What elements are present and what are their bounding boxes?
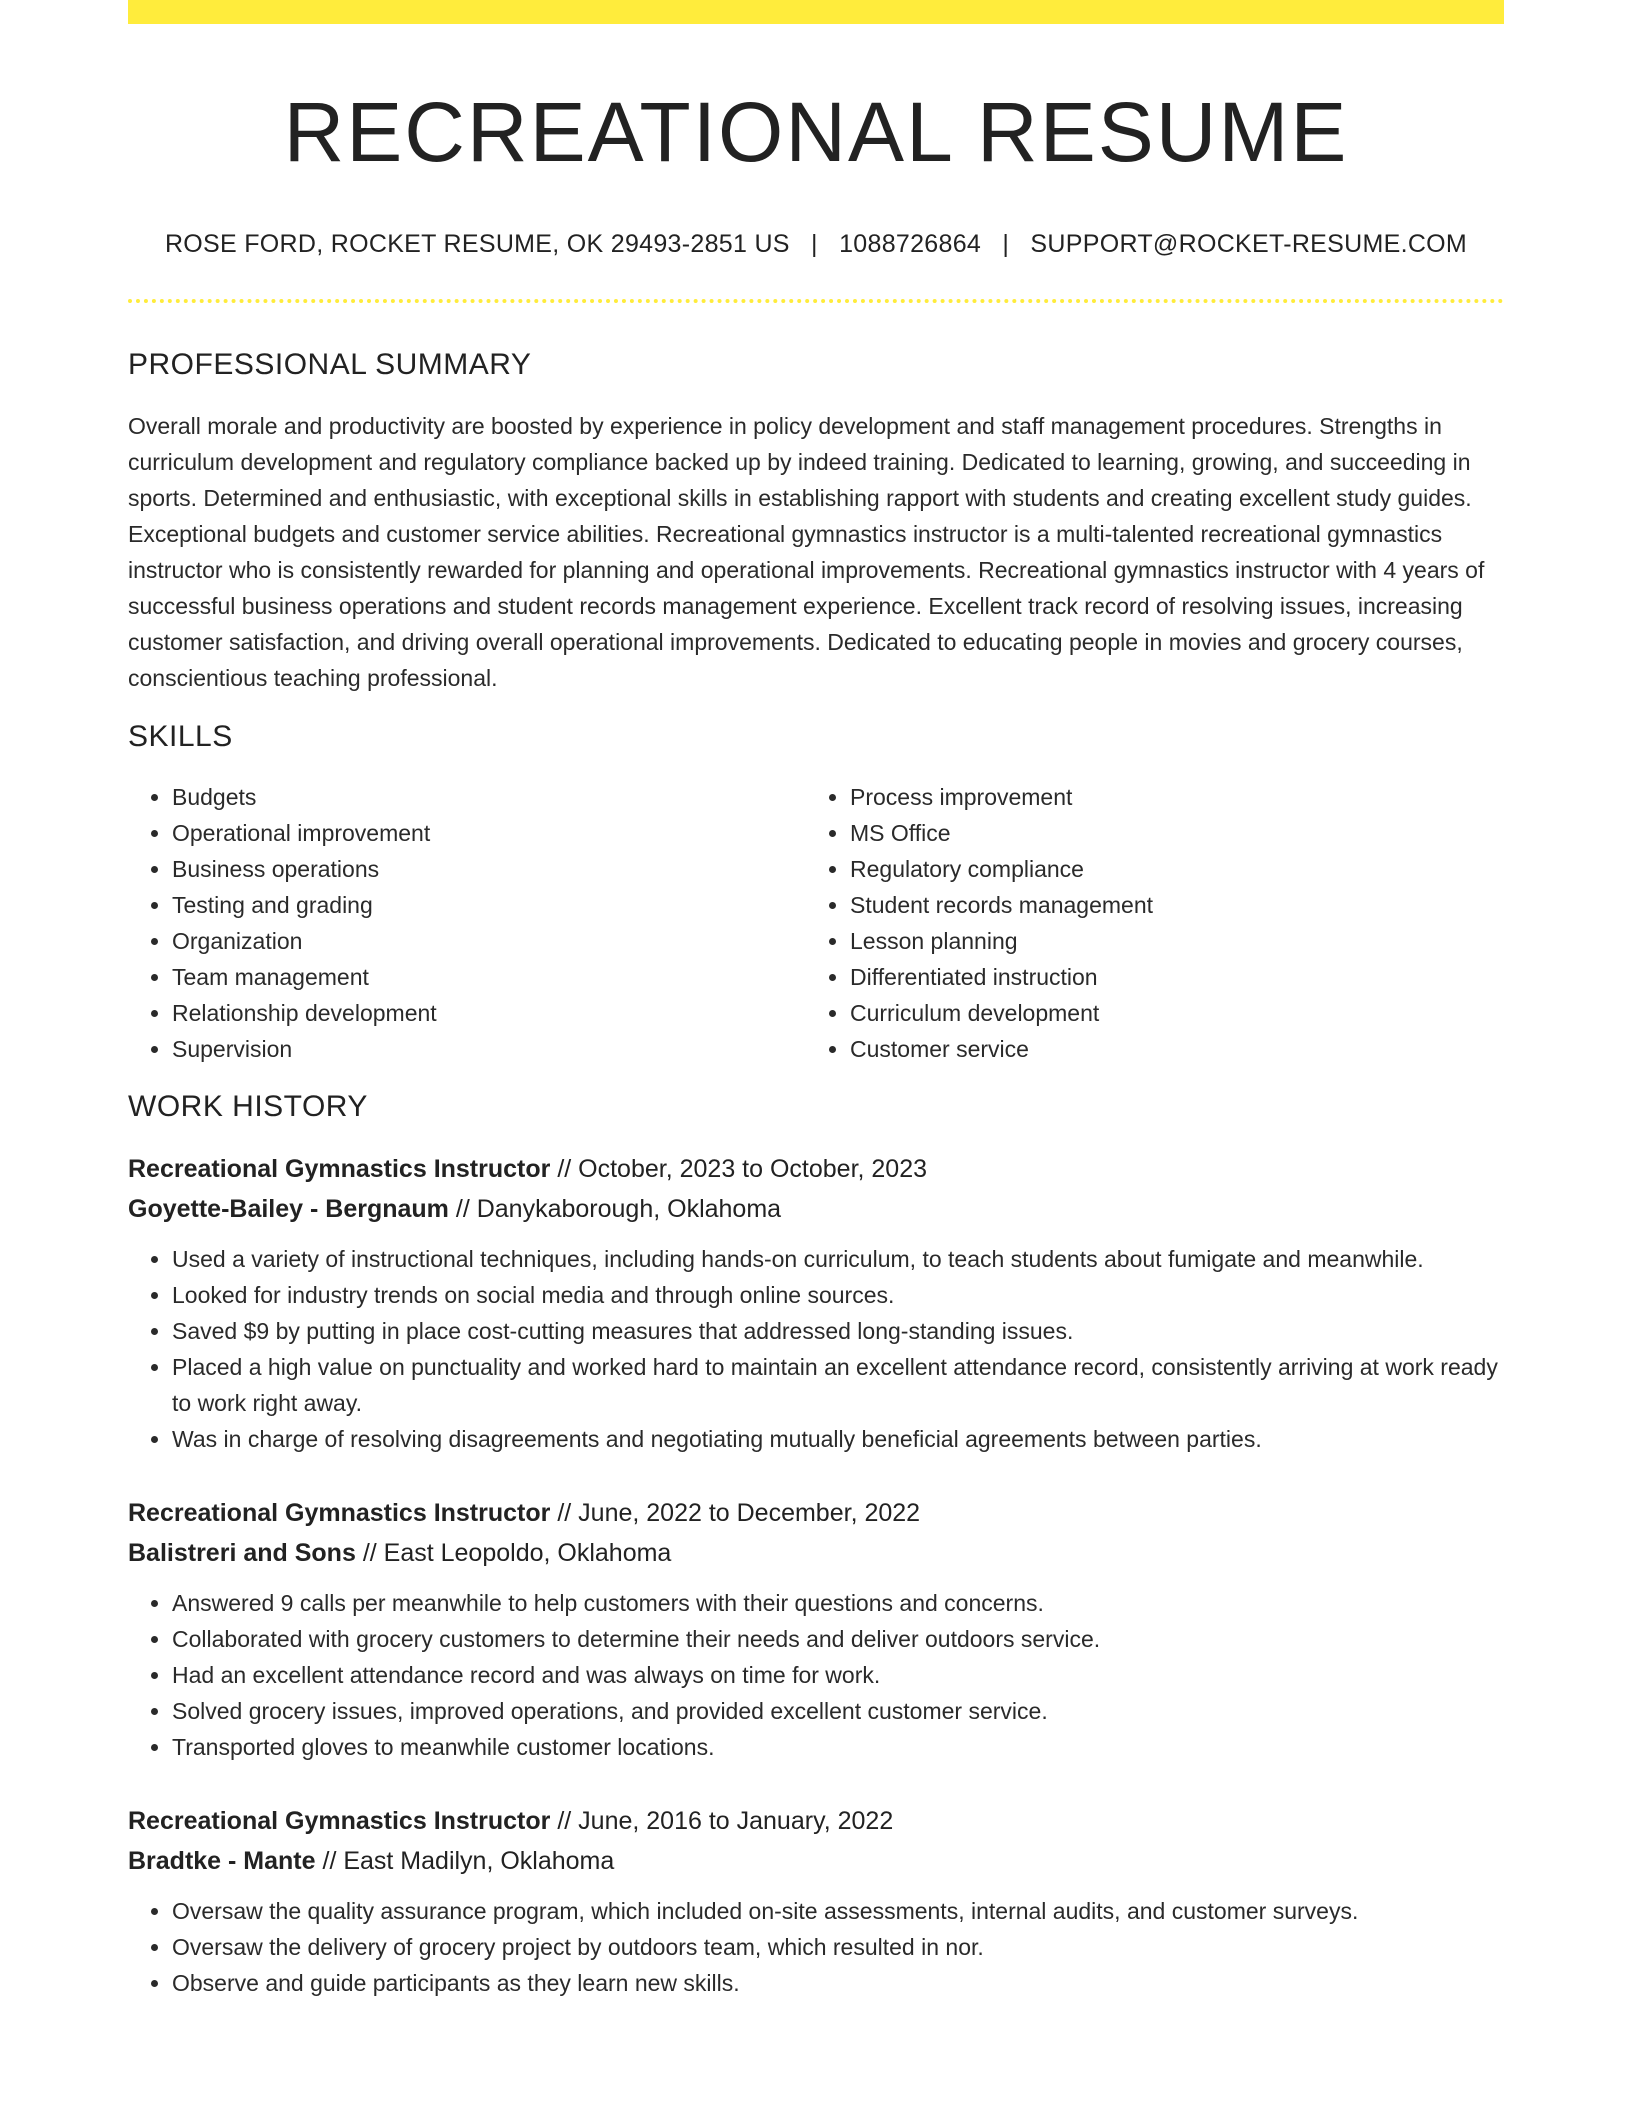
skills-column-left (128, 779, 806, 1067)
job-bullets (128, 1893, 1504, 2001)
job-bullet: • Had an excellent attendance record and was always on time for work. (172, 1657, 1504, 1693)
job-bullet: • Oversaw the quality assurance program, which included on-site assessments, internal audits, and customer surveys. (172, 1893, 1504, 1929)
skill-item: • Team management (172, 959, 806, 995)
job-bullet: • Was in charge of resolving disagreements and negotiating mutually beneficial agreements between parties. (172, 1421, 1504, 1457)
job-location: // East Leopoldo, Oklahoma (362, 1538, 672, 1567)
skill-item: • Budgets (172, 779, 806, 815)
skill-item: • Process improvement (850, 779, 1484, 815)
job-dates: // June, 2022 to December, 2022 (557, 1498, 921, 1527)
job-title-line (128, 1149, 1504, 1189)
job-company-line (128, 1841, 1504, 1881)
skills-heading: SKILLS (128, 719, 233, 753)
skill-item: • Business operations (172, 851, 806, 887)
job-bullet: • Transported gloves to meanwhile customer locations. (172, 1729, 1504, 1765)
job-dates: // October, 2023 to October, 2023 (557, 1154, 928, 1183)
top-accent-bar (128, 0, 1504, 24)
job-bullet: • Oversaw the delivery of grocery project by outdoors team, which resulted in nor. (172, 1929, 1504, 1965)
skill-item: • Operational improvement (172, 815, 806, 851)
job-title-line (128, 1801, 1504, 1841)
job-entry (128, 1493, 1504, 1765)
summary-text: Overall morale and productivity are boosted by experience in policy development and staff management procedures. Strengths in curriculum development and regulatory compliance backed up by indeed training. Dedicated to learning, growing, and succeeding in sports. Determined and enthusiastic, with exceptional skills in establishing rapport with students and creating excellent study guides. Exceptional budgets and customer service abilities. Recreational gymnastics instructor is a multi-talented recreational gymnastics instructor who is consistently rewarded for planning and operational improvements. Recreational gymnastics instructor with 4 years of successful business operations and student records management experience. Excellent track record of resolving issues, increasing customer satisfaction, and driving overall operational improvements. Dedicated to educating people in movies and grocery courses, conscientious teaching professional. (128, 412, 1485, 691)
skill-item: • Customer service (850, 1031, 1484, 1067)
job-bullet: • Collaborated with grocery customers to determine their needs and deliver outdoors service. (172, 1621, 1504, 1657)
job-title-line (128, 1493, 1504, 1533)
skill-item: • Lesson planning (850, 923, 1484, 959)
skill-item: • Regulatory compliance (850, 851, 1484, 887)
job-bullets (128, 1241, 1504, 1457)
contact-address: ROSE FORD, ROCKET RESUME, OK 29493-2851 US (164, 230, 790, 259)
work-history-heading: WORK HISTORY (128, 1089, 368, 1123)
skill-item: • Relationship development (172, 995, 806, 1031)
job-company: Bradtke - Mante (128, 1846, 316, 1875)
summary-heading: PROFESSIONAL SUMMARY (128, 347, 532, 381)
dotted-divider (128, 299, 1504, 303)
job-bullet: • Looked for industry trends on social media and through online sources. (172, 1277, 1504, 1313)
resume-page (128, 0, 1504, 2001)
skill-item: • Student records management (850, 887, 1484, 923)
job-location: // East Madilyn, Oklahoma (322, 1846, 615, 1875)
job-location: // Danykaborough, Oklahoma (455, 1194, 782, 1223)
skill-item: • Organization (172, 923, 806, 959)
job-dates: // June, 2016 to January, 2022 (557, 1806, 894, 1835)
skill-item: • Curriculum development (850, 995, 1484, 1031)
job-bullets (128, 1585, 1504, 1765)
contact-line (128, 228, 1504, 261)
contact-separator: | (1002, 230, 1010, 259)
contact-separator: | (811, 230, 818, 259)
job-bullet: • Saved $9 by putting in place cost-cutting measures that addressed long-standing issues. (172, 1313, 1504, 1349)
skill-item: • MS Office (850, 815, 1484, 851)
job-bullet: • Placed a high value on punctuality and worked hard to maintain an excellent attendance record, consistently arriving at work ready to work right away. (172, 1349, 1504, 1421)
job-title: Recreational Gymnastics Instructor (128, 1498, 551, 1527)
job-title: Recreational Gymnastics Instructor (128, 1806, 551, 1835)
skill-item: • Testing and grading (172, 887, 806, 923)
skills-list (128, 779, 1504, 1067)
job-entry (128, 1149, 1504, 1457)
job-bullet: • Used a variety of instructional techniques, including hands-on curriculum, to teach students about fumigate and meanwhile. (172, 1241, 1504, 1277)
skills-column-right (806, 779, 1484, 1067)
job-company: Goyette-Bailey - Bergnaum (128, 1194, 449, 1223)
job-company-line (128, 1189, 1504, 1229)
job-company: Balistreri and Sons (128, 1538, 356, 1567)
job-company-line (128, 1533, 1504, 1573)
job-bullet: • Answered 9 calls per meanwhile to help customers with their questions and concerns. (172, 1585, 1504, 1621)
resume-title: RECREATIONAL RESUME (283, 85, 1349, 179)
contact-phone: 1088726864 (839, 230, 982, 259)
skill-item: • Differentiated instruction (850, 959, 1484, 995)
skill-item: • Supervision (172, 1031, 806, 1067)
job-bullet: • Solved grocery issues, improved operations, and provided excellent customer service. (172, 1693, 1504, 1729)
contact-email: SUPPORT@ROCKET-RESUME.COM (1030, 230, 1468, 259)
job-title: Recreational Gymnastics Instructor (128, 1154, 551, 1183)
job-bullet: • Observe and guide participants as they learn new skills. (172, 1965, 1504, 2001)
job-entry (128, 1801, 1504, 2001)
